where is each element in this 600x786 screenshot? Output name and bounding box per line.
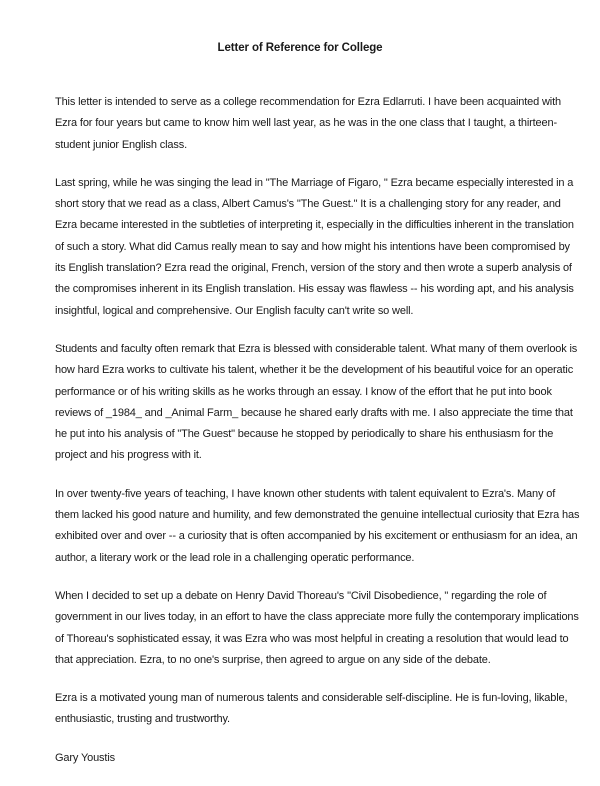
paragraph-curiosity: In over twenty-five years of teaching, I have known other students with talent equivalent to Ezra's. Many of them lacked his good nature and humility, and few demonstrated the genuine intellectual curiosity that Ezra has exhibited over and over -- a curiosity that is often accompanied by his excitement or enthusiasm for an idea, an author, a literary work or the lead role in a challenging operatic performance. <box>55 487 580 564</box>
letter-body <box>55 92 580 786</box>
signature: Gary Youstis <box>55 751 115 764</box>
paragraph-debate: When I decided to set up a debate on Henry David Thoreau's "Civil Disobedience, " regarding the role of government in our lives today, in an effort to have the class appreciate more fully the contemporary implications of Thoreau's sophisticated essay, it was Ezra who was most helpful in creating a resolution that would lead to that appreciation. Ezra, to no one's surprise, then agreed to argue on any side of the debate. <box>55 589 579 666</box>
paragraph-intro: This letter is intended to serve as a college recommendation for Ezra Edlarruti. I have been acquainted with Ezra for four years but came to know him well last year, as he was in the one class that I taught, a thirteen-student junior English class. <box>55 96 561 151</box>
paragraph-summary: Ezra is a motivated young man of numerous talents and considerable self-discipline. He is fun-loving, likable, enthusiastic, trusting and trustworthy. <box>55 692 568 726</box>
paragraph-talent: Students and faculty often remark that Ezra is blessed with considerable talent. What many of them overlook is how hard Ezra works to cultivate his talent, whether it be the development of his beautiful voice for an operatic performance or of his writing skills as he works through an essay. I know of the effort that he put into book reviews of _1984_ and _Animal Farm_ because he shared early drafts with me. I also appreciate the time that he put into his analysis of "The Guest" because he stopped by periodically to share his enthusiasm for the project and his progress with it. <box>55 342 578 462</box>
paragraph-camus-essay: Last spring, while he was singing the lead in "The Marriage of Figaro, " Ezra became especially interested in a short story that we read as a class, Albert Camus's "The Guest." It is a challenging story for any reader, and Ezra became interested in the subtleties of interpreting it, especially in the difficulties inherent in the translation of such a story. What did Camus really mean to say and how might his intentions have been compromised by its English translation? Ezra read the original, French, version of the story and then wrote a superb analysis of the compromises inherent in its English translation. His essay was flawless -- his wording apt, and his analysis insightful, logical and comprehensive. Our English faculty can't write so well. <box>55 176 574 317</box>
document-title: Letter of Reference for College <box>217 42 383 54</box>
